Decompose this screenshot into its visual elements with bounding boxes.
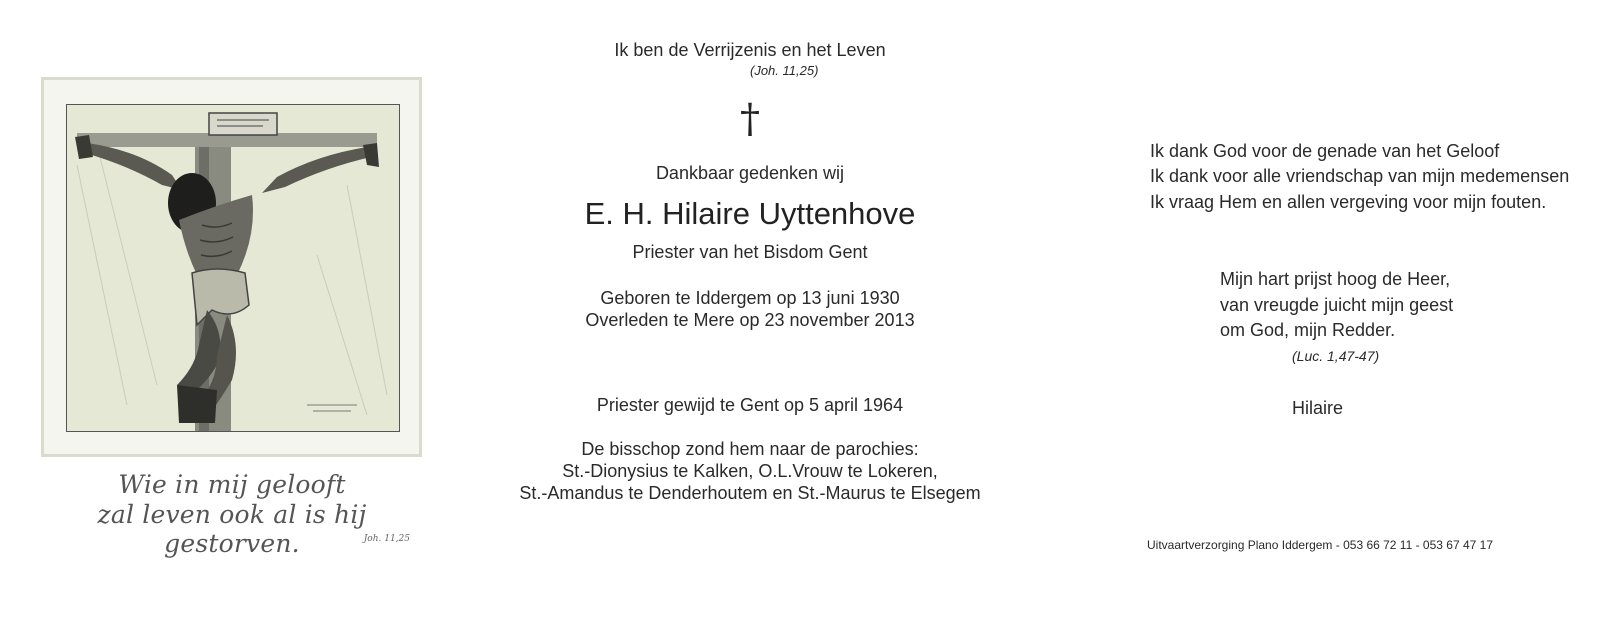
signature: Hilaire	[1292, 398, 1344, 418]
scripture-verse-reference: Joh. 11,25	[363, 534, 410, 544]
psalm-line-3: om God, mijn Redder.	[1220, 320, 1396, 340]
ordination-details: Priester gewijd te Gent op 5 april 1964	[596, 395, 904, 415]
psalm-line-2: van vreugde juicht mijn geest	[1220, 295, 1454, 315]
thanks-line-3: Ik vraag Hem en allen vergeving voor mijn fouten.	[1150, 192, 1547, 212]
thanks-line-2: Ik dank voor alle vriendschap van mijn medemensen	[1150, 166, 1570, 186]
death-details: Overleden te Mere op 23 november 2013	[585, 310, 915, 330]
psalm-reference: (Luc. 1,47-47)	[1292, 348, 1380, 364]
cross-icon: †	[740, 96, 760, 142]
motto-reference: (Joh. 11,25)	[750, 63, 819, 78]
crucifix-picture-frame	[41, 77, 422, 457]
crucifix-drawing	[66, 104, 400, 432]
crucifix-illustration	[67, 105, 399, 431]
thanks-line-1: Ik dank God voor de genade van het Geloof	[1150, 141, 1500, 161]
scripture-verse-line-1: Wie in mij gelooft	[118, 470, 346, 499]
birth-details: Geboren te Iddergem op 13 juni 1930	[600, 288, 900, 308]
parishes-line-2: St.-Amandus te Denderhoutem en St.-Maurus te Elsegem	[519, 483, 981, 503]
scripture-verse-line-2: zal leven ook al is hij gestorven.	[97, 500, 367, 558]
motto: Ik ben de Verrijzenis en het Leven	[614, 40, 886, 60]
funeral-home-footer: Uitvaartverzorging Plano Iddergem - 053 66 72 11 - 053 67 47 17	[1147, 538, 1493, 552]
deceased-name: E. H. Hilaire Uyttenhove	[584, 196, 916, 231]
remembrance-intro: Dankbaar gedenken wij	[655, 163, 845, 183]
parishes-line-1: St.-Dionysius te Kalken, O.L.Vrouw te Lokeren,	[562, 461, 938, 481]
psalm-line-1: Mijn hart prijst hoog de Heer,	[1220, 269, 1451, 289]
deceased-role: Priester van het Bisdom Gent	[632, 242, 868, 262]
parishes-intro: De bisschop zond hem naar de parochies:	[581, 439, 919, 459]
